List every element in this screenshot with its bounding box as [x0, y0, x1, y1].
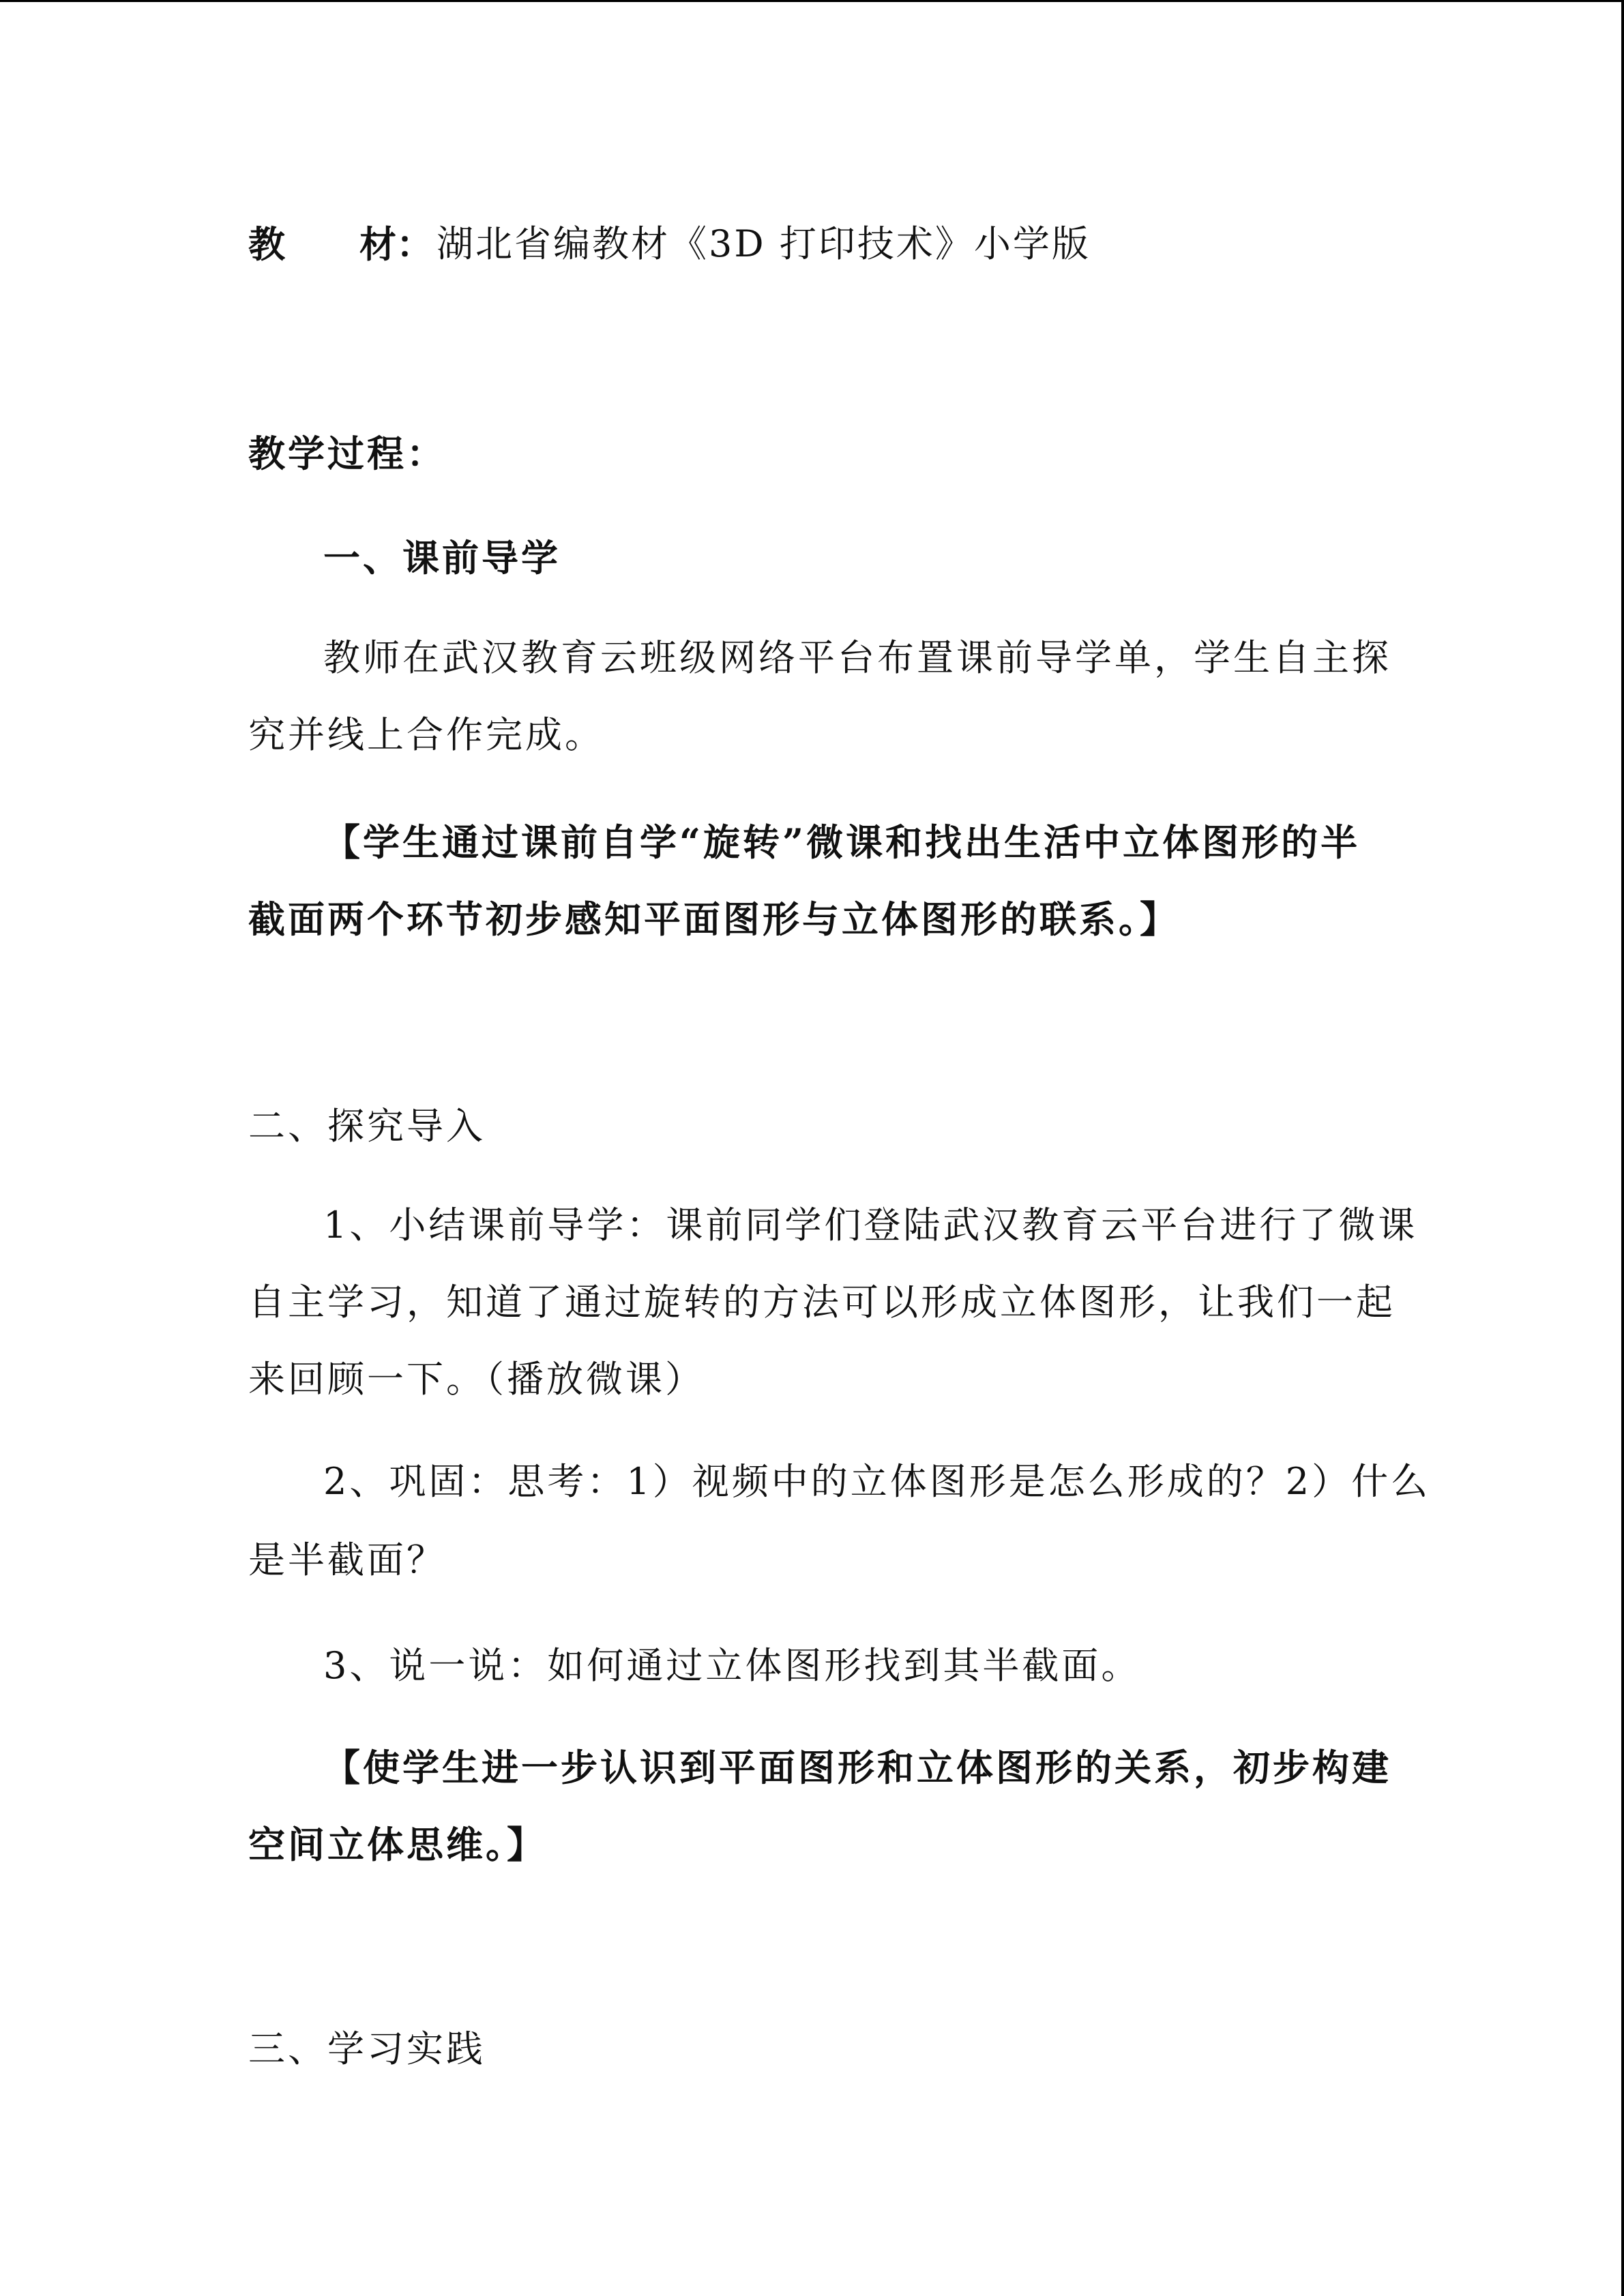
material-value: 湖北省编教材《3D 打印技术》小学版 — [437, 222, 1091, 265]
section2-note-line2: 空间立体思维。】 — [248, 1823, 546, 1866]
section2-item3-line1: 3、说一说：如何通过立体图形找到其半截面。 — [323, 1644, 1141, 1687]
section2-note-line1: 【使学生进一步认识到平面图形和立体图形的关系，初步构建 — [323, 1746, 1391, 1789]
right-border — [1621, 0, 1624, 2296]
section1-paragraph-line2: 究并线上合作完成。 — [248, 713, 604, 756]
section1-paragraph-line1: 教师在武汉教育云班级网络平台布置课前导学单，学生自主探 — [323, 636, 1391, 679]
section2-item1-line1: 1、小结课前导学：课前同学们登陆武汉教育云平台进行了微课 — [323, 1204, 1418, 1247]
section3-heading: 三、学习实践 — [248, 2027, 486, 2070]
section2-item2-line1: 2、巩固：思考：1）视频中的立体图形是怎么形成的？2）什么 — [323, 1460, 1431, 1503]
section1-heading: 一、课前导学 — [323, 536, 561, 580]
section1-note-line1: 【学生通过课前自学“旋转”微课和找出生活中立体图形的半 — [323, 820, 1361, 864]
section2-item1-line2: 自主学习，知道了通过旋转的方法可以形成立体图形，让我们一起 — [248, 1281, 1396, 1324]
process-heading: 教学过程： — [248, 432, 446, 475]
section2-item1-line3: 来回顾一下。（播放微课） — [248, 1358, 705, 1401]
material-label-part2: 材： — [359, 222, 433, 266]
section2-item2-line2: 是半截面？ — [248, 1538, 446, 1581]
material-label-part1: 教 — [248, 222, 285, 266]
top-border — [0, 0, 1624, 2]
section2-heading: 二、探究导入 — [248, 1105, 486, 1148]
section1-note-line2: 截面两个环节初步感知平面图形与立体图形的联系。】 — [248, 897, 1179, 941]
